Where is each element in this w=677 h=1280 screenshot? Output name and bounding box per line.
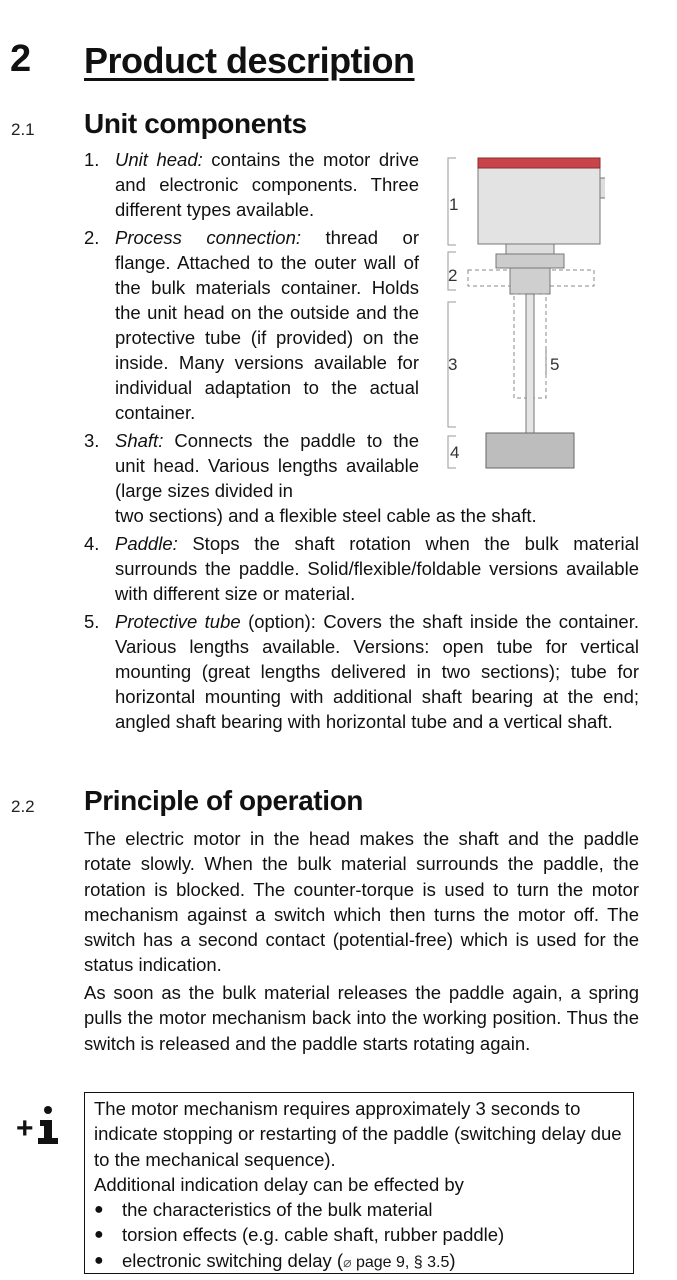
- bullet-icon: ●: [94, 1201, 104, 1219]
- bullet-icon: ●: [94, 1226, 104, 1244]
- info-box: [84, 1092, 634, 1274]
- list-item: 4. Paddle: Stops the shaft rotation when the bulk material surrounds the paddle. Solid/flexible/foldable versions available with different size or material.: [84, 533, 639, 604]
- info-text-2: Additional indication delay can be effected by: [94, 1173, 464, 1195]
- subsection-number: 2.1: [11, 120, 35, 139]
- section-title: Product description: [84, 40, 415, 81]
- list-item: 3. Shaft: Connects the paddle to the unit head. Various lengths available (large sizes divided in: [84, 430, 419, 501]
- svg-text:+: +: [16, 1112, 34, 1145]
- list-item: ● electronic switching delay (⌀ page 9, § 3.5): [94, 1248, 642, 1275]
- list-item-continuation: two sections) and a flexible steel cable as the shaft.: [115, 505, 537, 526]
- info-text: The motor mechanism requires approximately 3 seconds to indicate stopping or restarting of the paddle (switching delay due to the mechanical sequence).: [94, 1098, 622, 1170]
- info-plus-icon: [16, 1100, 64, 1148]
- bullet-icon: ●: [94, 1251, 104, 1269]
- diagram-label-4: 4: [450, 443, 460, 462]
- page-reference-icon: ⌀: [343, 1253, 352, 1270]
- paragraph: As soon as the bulk material releases the paddle again, a spring pulls the motor mechanism back into the working position. Thus the switch is released and the paddle starts rotating again.: [84, 982, 639, 1054]
- list-item: 1. Unit head: contains the motor drive and electronic components. Three different types available.: [84, 149, 419, 220]
- list-item: ● the characteristics of the bulk material: [94, 1197, 642, 1222]
- list-item: 2. Process connection: thread or flange. Attached to the outer wall of the bulk materials container. Holds the unit head on the outside and the protective tube (if provided) on the inside. Many versions available for individual adaptation to the actual container.: [84, 227, 419, 423]
- subsection-number: 2.2: [11, 797, 35, 816]
- list-item: 5. Protective tube (option): Covers the shaft inside the container. Various lengths available. Versions: open tube for vertical mounting (great lengths delivered in two sections); tube for horizontal mounting with additional shaft bearing at the end; angled shaft bearing with horizontal tube and a vertical shaft.: [84, 611, 639, 732]
- paragraph: The electric motor in the head makes the shaft and the paddle rotate slowly. When the bulk material surrounds the paddle, the rotation is blocked. The counter-torque is used to turn the motor mechanism against a switch which then turns the motor off. The switch has a second contact (potential-free) which is used for the status indication.: [84, 828, 639, 976]
- section-number: 2: [10, 38, 32, 80]
- subsection-title: Principle of operation: [84, 785, 364, 816]
- diagram-label-3: 3: [448, 355, 458, 374]
- page-reference[interactable]: page 9, § 3.5: [351, 1253, 450, 1271]
- list-item: ● torsion effects (e.g. cable shaft, rubber paddle): [94, 1222, 642, 1247]
- diagram-label-2: 2: [448, 266, 458, 285]
- diagram-label-1: 1: [449, 195, 459, 214]
- components-list: [84, 147, 639, 737]
- diagram-label-5: 5: [550, 355, 560, 374]
- subsection-title: Unit components: [84, 108, 307, 139]
